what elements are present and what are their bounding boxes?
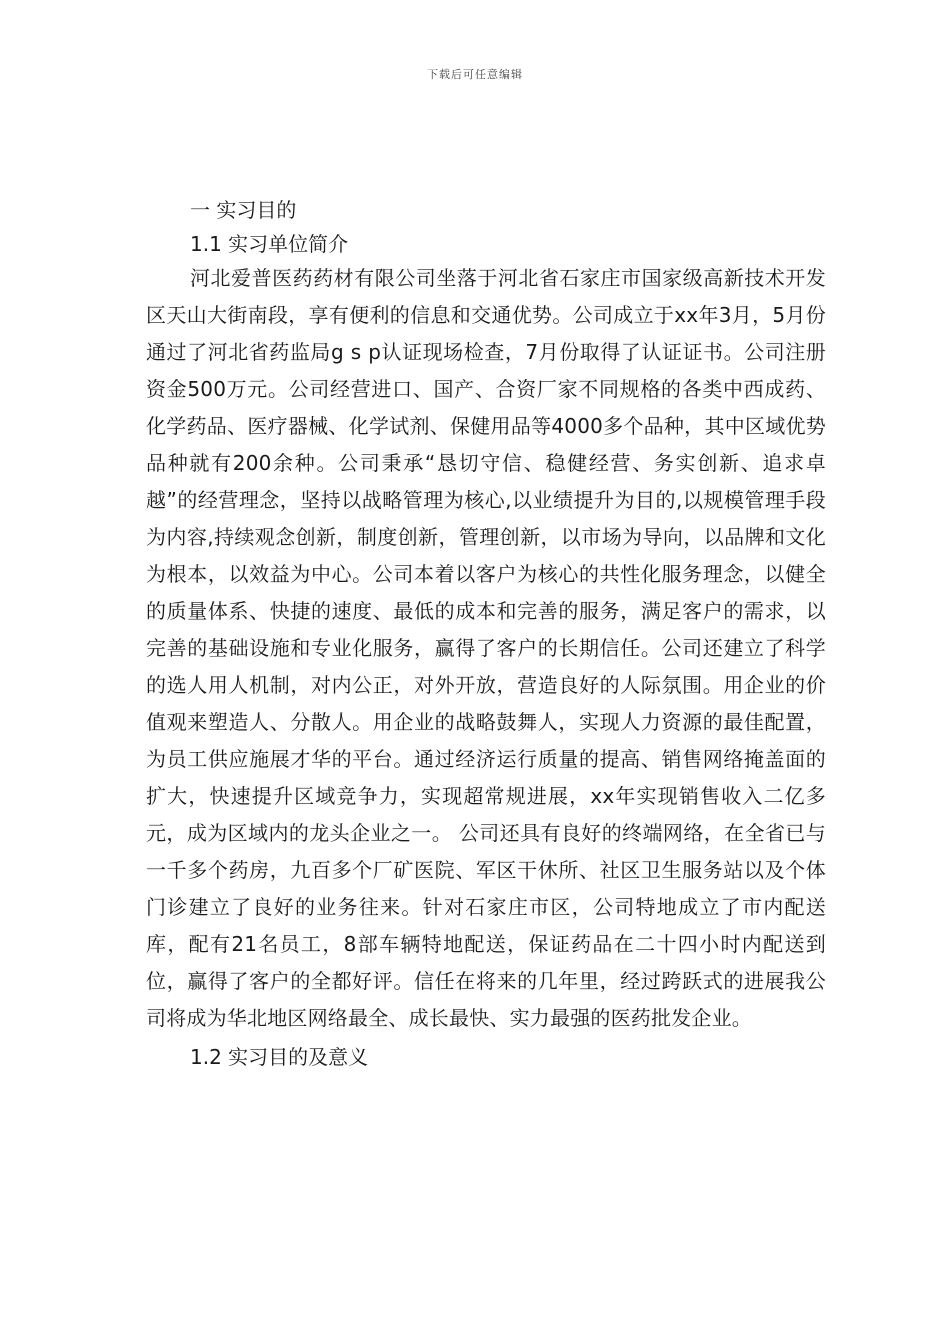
- document-body: [146, 194, 826, 1073]
- section-title: 一 实习目的: [190, 198, 297, 222]
- subsection-title-1-2: 1.2 实习目的及意义: [190, 1045, 369, 1069]
- subsection-title-1-1: 1.1 实习单位简介: [190, 232, 349, 256]
- body-paragraph: 河北爱普医药药材有限公司坐落于河北省石家庄市国家级高新技术开发区天山大街南段，享有便利的信息和交通优势。公司成立于xx年3月，5月份通过了河北省药监局g s p认证现场检查，7月份取得了认证证书。公司注册资金500万元。公司经营进口、国产、合资厂家不同规格的各类中西成药、化学药品、医疗器械、化学试剂、保健用品等4000多个品种，其中区域优势品种就有200余种。公司秉承“恳切守信、稳健经营、务实创新、追求卓越”的经营理念，坚持以战略管理为核心,以业绩提升为目的,以规模管理手段为内容,持续观念创新，制度创新，管理创新，以市场为导向，以品牌和文化为根本，以效益为中心。公司本着以客户为核心的共性化服务理念，以健全的质量体系、快捷的速度、最低的成本和完善的服务，满足客户的需求，以完善的基础设施和专业化服务，赢得了客户的长期信任。公司还建立了科学的选人用人机制，对内公正，对外开放，营造良好的人际氛围。用企业的价值观来塑造人、分散人。用企业的战略鼓舞人，实现人力资源的最佳配置，为员工供应施展才华的平台。通过经济运行质量的提高、销售网络掩盖面的扩大，快速提升区域竞争力，实现超常规进展，xx年实现销售收入二亿多元，成为区域内的龙头企业之一。 公司还具有良好的终端网络，在全省已与一千多个药房，九百多个厂矿医院、军区干休所、社区卫生服务站以及个体门诊建立了良好的业务往来。针对石家庄市区，公司特地成立了市内配送库，配有21名员工，8部车辆特地配送，保证药品在二十四小时内配送到位，赢得了客户的全都好评。信任在将来的几年里，经过跨跃式的进展我公司将成为华北地区网络最全、成长最快、实力最强的医药批发企业。: [146, 266, 826, 1030]
- header-note: 下载后可任意编辑: [427, 68, 523, 81]
